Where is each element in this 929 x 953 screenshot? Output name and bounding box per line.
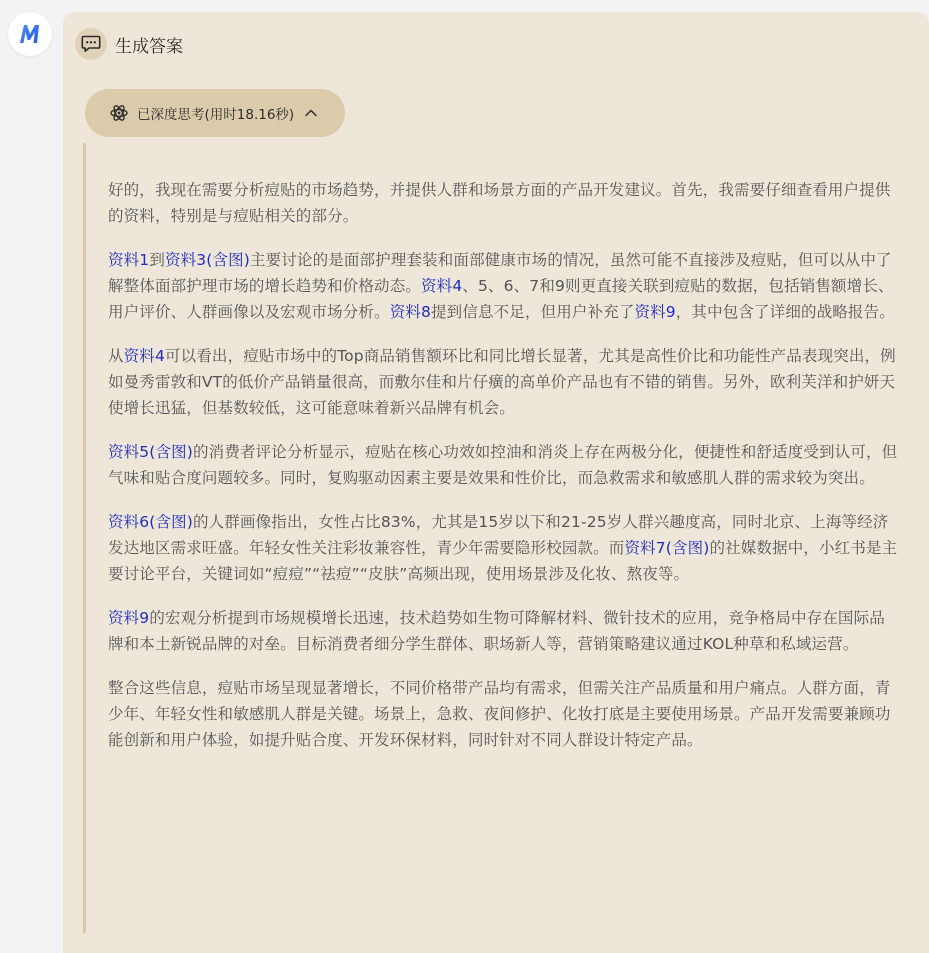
source-reference-link[interactable]: 资料5(含图) — [108, 443, 194, 461]
source-reference-link[interactable]: 资料6(含图) — [108, 513, 194, 531]
paragraph-text: 的宏观分析提到市场规模增长迅速，技术趋势如生物可降解材料、微针技术的应用，竞争格局中存在国际品牌和本土新锐品牌的对垒。目标消费者细分学生群体、职场新人等，营销策略建议通过KOL种草和私域运营。 — [108, 609, 885, 653]
m-logo-icon — [17, 23, 43, 45]
paragraph-text: 、5、6、7和9则更直接关联到痘贴的数据，包括销售额增长、用户评价、人群画像以及宏观市场分析。 — [108, 277, 894, 321]
chat-icon-container — [75, 28, 107, 60]
thinking-paragraph — [108, 439, 898, 491]
thinking-paragraph — [108, 177, 898, 229]
deep-thinking-toggle[interactable] — [85, 89, 345, 137]
thinking-paragraph — [108, 343, 898, 421]
answer-header — [75, 26, 183, 62]
chevron-up-icon — [304, 108, 318, 118]
assistant-avatar — [8, 12, 52, 56]
source-reference-link[interactable]: 资料9 — [108, 609, 150, 627]
thinking-paragraph — [108, 509, 898, 587]
answer-card — [63, 12, 929, 953]
source-reference-link[interactable]: 资料4 — [123, 347, 165, 365]
source-reference-link[interactable]: 资料9 — [634, 303, 676, 321]
answer-title: 生成答案 — [115, 36, 183, 57]
source-reference-link[interactable]: 资料4 — [421, 277, 463, 295]
paragraph-text: 到 — [149, 251, 165, 269]
source-reference-link[interactable]: 资料3(含图) — [164, 251, 250, 269]
paragraph-text: 的社媒数据中，小红书是主要讨论平台，关键词如“痘痘”“祛痘”“皮肤”高频出现，使用场景涉及化妆、熬夜等。 — [108, 539, 898, 583]
paragraph-text: ，其中包含了详细的战略报告。 — [675, 303, 895, 321]
thinking-paragraph — [108, 605, 898, 657]
deep-thinking-label: 已深度思考(用时18.16秒) — [137, 107, 295, 123]
paragraph-text: 主要讨论的是面部护理套装和面部健康市场的情况，虽然可能不直接涉及痘贴，但可以从中了解整体面部护理市场的增长趋势和价格动态。 — [108, 251, 892, 295]
thinking-content — [83, 143, 898, 933]
thinking-paragraph — [108, 675, 898, 753]
source-reference-link[interactable]: 资料7(含图) — [624, 539, 710, 557]
paragraph-text: 可以看出，痘贴市场中的Top商品销售额环比和同比增长显著，尤其是高性价比和功能性产品表现突出，例如曼秀雷敦和VT的低价产品销量很高，而敷尔佳和片仔癀的高单价产品也有不错的销售。另外，欧利芙洋和护妍天使增长迅猛，但基数较低，这可能意味着新兴品牌有机会。 — [108, 347, 896, 417]
source-reference-link[interactable]: 资料1 — [108, 251, 150, 269]
paragraph-text: 从 — [108, 347, 124, 365]
chat-bubble-icon — [81, 35, 101, 53]
atom-icon — [109, 103, 129, 123]
paragraph-text: 的人群画像指出，女性占比83%，尤其是15岁以下和21-25岁人群兴趣度高，同时北京、上海等经济发达地区需求旺盛。年轻女性关注彩妆兼容性，青少年需要隐形校园款。而 — [108, 513, 889, 557]
paragraph-text: 提到信息不足，但用户补充了 — [431, 303, 635, 321]
paragraph-text: 整合这些信息，痘贴市场呈现显著增长，不同价格带产品均有需求，但需关注产品质量和用户痛点。人群方面，青少年、年轻女性和敏感肌人群是关键。场景上，急救、夜间修护、化妆打底是主要使用场景。产品开发需要兼顾功能创新和用户体验，如提升贴合度、开发环保材料，同时针对不同人群设计特定产品。 — [108, 679, 891, 749]
paragraph-text: 好的，我现在需要分析痘贴的市场趋势，并提供人群和场景方面的产品开发建议。首先，我需要仔细查看用户提供的资料，特别是与痘贴相关的部分。 — [108, 181, 891, 225]
source-reference-link[interactable]: 资料8 — [389, 303, 432, 321]
paragraph-text: 的消费者评论分析显示，痘贴在核心功效如控油和消炎上存在两极分化，便捷性和舒适度受到认可，但气味和贴合度问题较多。同时，复购驱动因素主要是效果和性价比，而急救需求和敏感肌人群的需求较为突出。 — [108, 443, 898, 487]
thinking-paragraph — [108, 247, 898, 325]
